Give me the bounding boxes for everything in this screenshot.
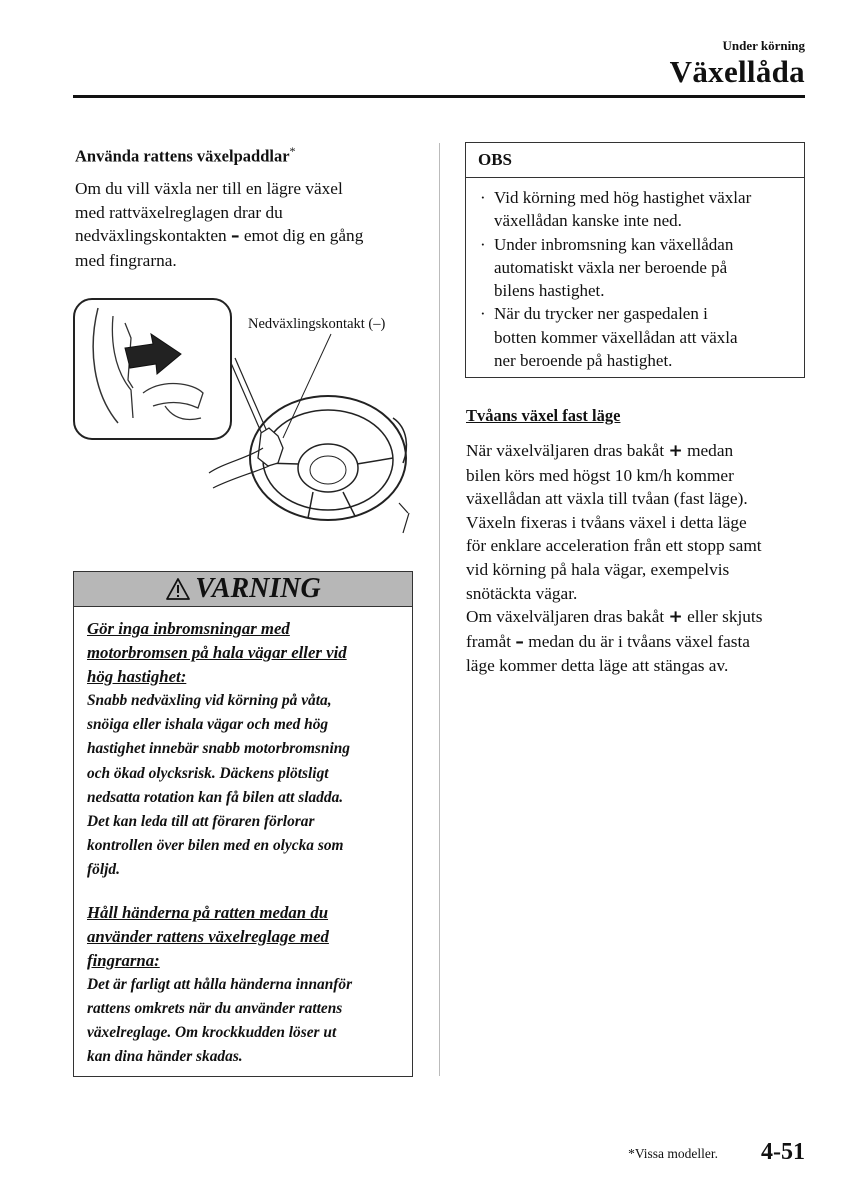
warning-title: VARNING <box>195 573 321 604</box>
warning-subheading <box>87 901 399 973</box>
plus-symbol: + <box>668 441 683 461</box>
obs-line: automatiskt växla ner beroende på <box>494 257 728 277</box>
spacer <box>87 883 399 901</box>
obs-line: växellådan kanske inte ned. <box>494 211 682 231</box>
warning-line: rattens omkrets när du använder rattens <box>87 999 343 1017</box>
warning-line: nedsatta rotation kan få bilen att sladda. <box>87 788 344 806</box>
text-span: emot dig en gång <box>243 226 364 246</box>
obs-item <box>478 233 794 303</box>
text-span: medan du är i tvåans växel fasta <box>528 631 750 651</box>
warning-text <box>87 973 399 1070</box>
bullet: · <box>480 188 486 207</box>
warning-text <box>87 689 399 883</box>
obs-title: OBS <box>466 143 804 178</box>
left-heading <box>75 144 296 167</box>
text-span: eller skjuts <box>687 607 763 627</box>
left-heading-text: Använda rattens växelpaddlar <box>75 146 290 166</box>
subheading-line: använder rattens växelreglage med <box>87 926 329 946</box>
inset-frame <box>74 299 231 439</box>
footnote-mark: * <box>289 144 296 158</box>
subheading-line: fingrarna: <box>87 950 160 970</box>
warning-subheading <box>87 617 399 689</box>
obs-line: Vid körning med hög hastighet växlar <box>494 188 752 207</box>
bullet: · <box>480 304 486 324</box>
bullet: · <box>480 234 486 254</box>
callout-label: Nedväxlingskontakt (–) <box>248 316 386 332</box>
warning-line: kontrollen över bilen med en olycka som <box>87 837 344 855</box>
text-line: vid körning på hala vägar, exempelvis <box>466 559 730 579</box>
text-line <box>466 439 811 464</box>
text-line: med fingrarna. <box>75 250 177 270</box>
warning-line: kan dina händer skadas. <box>87 1048 243 1066</box>
subheading-line: Håll händerna på ratten medan du <box>87 902 329 922</box>
obs-line: botten kommer växellådan att växla <box>494 327 738 347</box>
text-span: När växelväljaren dras bakåt <box>466 441 665 460</box>
warning-header <box>74 572 412 607</box>
text-line: läge kommer detta läge att stängas av. <box>466 656 729 676</box>
steering-wheel-illustration <box>73 298 423 548</box>
text-line: bilen körs med högst 10 km/h kommer <box>466 465 734 485</box>
obs-item <box>478 302 794 372</box>
left-paragraph <box>75 177 425 272</box>
warning-line: Det är farligt att hålla händerna innanför <box>87 975 353 993</box>
warning-line: Snabb nedväxling vid körning på våta, <box>87 692 332 709</box>
warning-line: följd. <box>87 861 120 879</box>
obs-line: bilens hastighet. <box>494 281 605 301</box>
subheading-line: hög hastighet: <box>87 667 187 686</box>
text-line: Om du vill växla ner till en lägre växel <box>75 179 343 198</box>
warning-content <box>74 607 412 1069</box>
text-span: Om växelväljaren dras bakåt <box>466 607 665 627</box>
obs-box <box>465 142 805 378</box>
warning-line: Det kan leda till att föraren förlorar <box>87 813 315 831</box>
obs-line: Under inbromsning kan växellådan <box>494 234 734 254</box>
text-line: växellådan att växla till tvåan (fast läge). <box>466 489 748 509</box>
page-number: 4-51 <box>761 1139 805 1165</box>
warning-line: snöiga eller ishala vägar och med hög <box>87 716 329 734</box>
warning-triangle-icon <box>165 577 191 601</box>
text-line: för enklare acceleration från ett stopp samt <box>466 536 762 556</box>
subheading-line: Gör inga inbromsningar med <box>87 619 290 638</box>
warning-box <box>73 571 413 1077</box>
obs-list <box>466 178 804 372</box>
text-line <box>466 630 811 655</box>
text-span: framåt <box>466 631 512 651</box>
column-divider <box>439 143 440 1076</box>
text-line: Växeln fixeras i tvåans växel i detta läge <box>466 512 747 532</box>
header-rule <box>73 95 805 98</box>
minus-symbol: – <box>515 631 524 652</box>
minus-symbol: – <box>231 226 240 247</box>
obs-line: ner beroende på hastighet. <box>494 351 673 371</box>
obs-line: När du trycker ner gaspedalen i <box>494 304 708 324</box>
text-line: snötäckta vägar. <box>466 583 578 603</box>
plus-symbol: + <box>668 607 683 628</box>
steering-wheel-figure <box>73 298 423 548</box>
obs-item <box>478 186 794 233</box>
footnote: *Vissa modeller. <box>628 1146 718 1161</box>
warning-line: och ökad olycksrisk. Däckens plötsligt <box>87 764 329 782</box>
page-title: Växellåda <box>669 54 805 89</box>
warning-line: växelreglage. Om krockkudden löser ut <box>87 1024 337 1042</box>
text-span: medan <box>687 441 734 460</box>
text-line <box>466 605 811 630</box>
right-heading: Tvåans växel fast läge <box>466 406 621 425</box>
text-span: nedväxlingskontakten <box>75 226 227 246</box>
right-paragraph <box>466 439 811 678</box>
subheading-line: motorbromsen på hala vägar eller vid <box>87 643 347 662</box>
text-line <box>75 224 425 249</box>
warning-line: hastighet innebär snabb motorbromsning <box>87 740 351 758</box>
section-label: Under körning <box>722 38 805 53</box>
text-line: med rattväxelreglagen drar du <box>75 202 283 222</box>
